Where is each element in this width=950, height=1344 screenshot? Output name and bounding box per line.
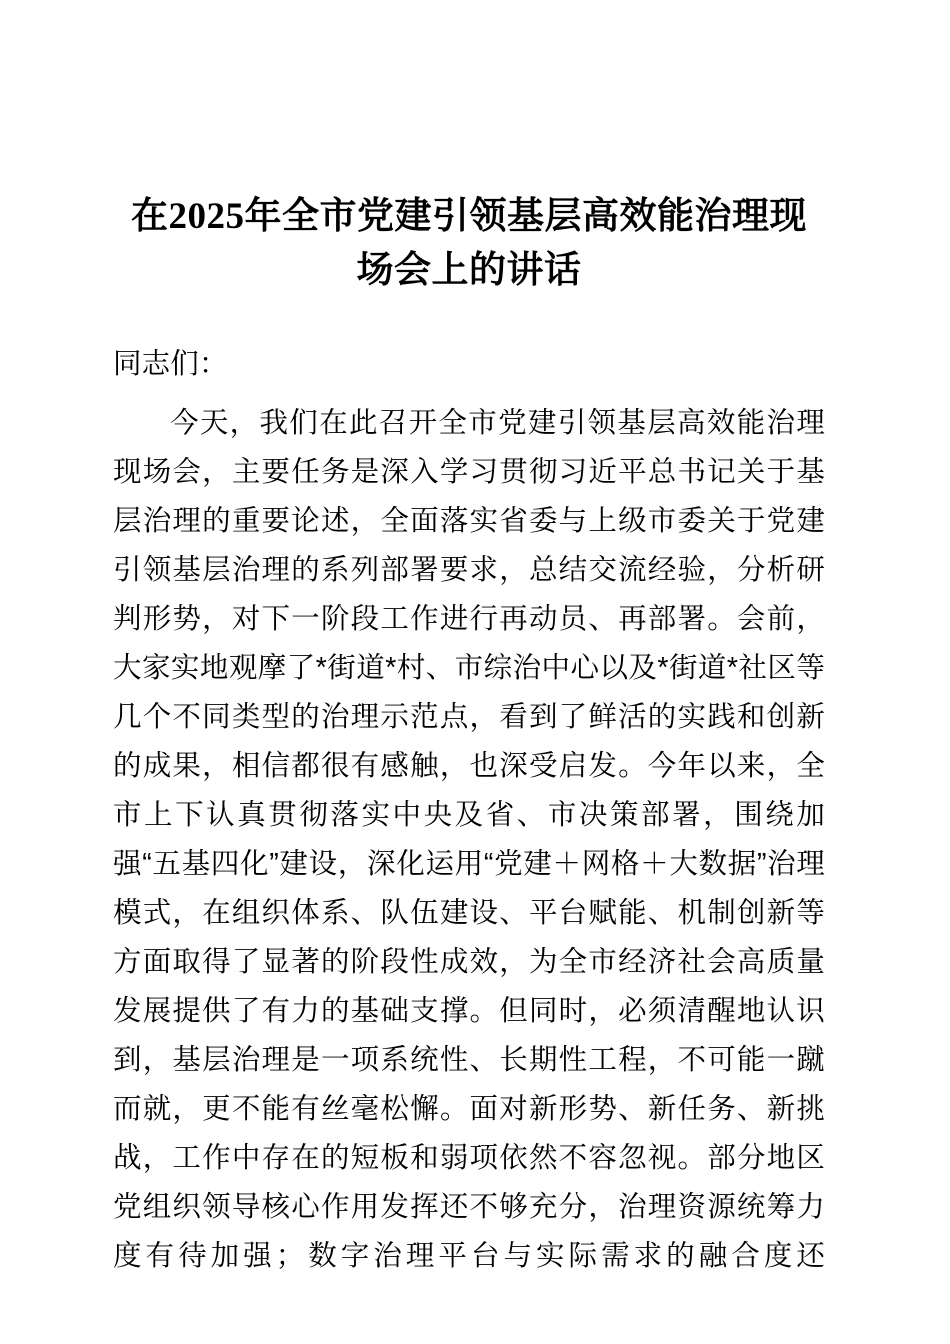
salutation: 同志们： [113,348,228,380]
body-paragraph: 今天，我们在此召开全市党建引领基层高效能治理现场会，主要任务是深入学习贯彻习近平总书记关于基层治理的重要论述，全面落实省委与上级市委关于党建引领基层治理的系列部署要求，总结交流经验，分析研判形势，对下一阶段工作进行再动员、再部署。会前，大家实地观摩了*街道*村、市综治中心以及*街道*社区等几个不同类型的治理示范点，看到了鲜活的实践和创新的成果，相信都很有感触，也深受启发。今年以来，全市上下认真贯彻落实中央及省、市决策部署，围绕加强“五基四化”建设，深化运用“党建＋网格＋大数据”治理模式，在组织体系、队伍建设、平台赋能、机制创新等方面取得了显著的阶段性成效，为全市经济社会高质量发展提供了有力的基础支撑。但同时，必须清醒地认识到，基层治理是一项系统性、长期性工程，不可能一蹴而就，更不能有丝毫松懈。面对新形势、新任务、新挑战，工作中存在的短板和弱项依然不容忽视。部分地区党组织领导核心作用发挥还不够充分，治理资源统筹力度有待加强；数字治理平台与实际需求的融合度还 [113,407,825,1272]
document-body [113,340,825,1330]
document-title: 在2025年全市党建引领基层高效能治理现场会上的讲话 [131,196,807,291]
